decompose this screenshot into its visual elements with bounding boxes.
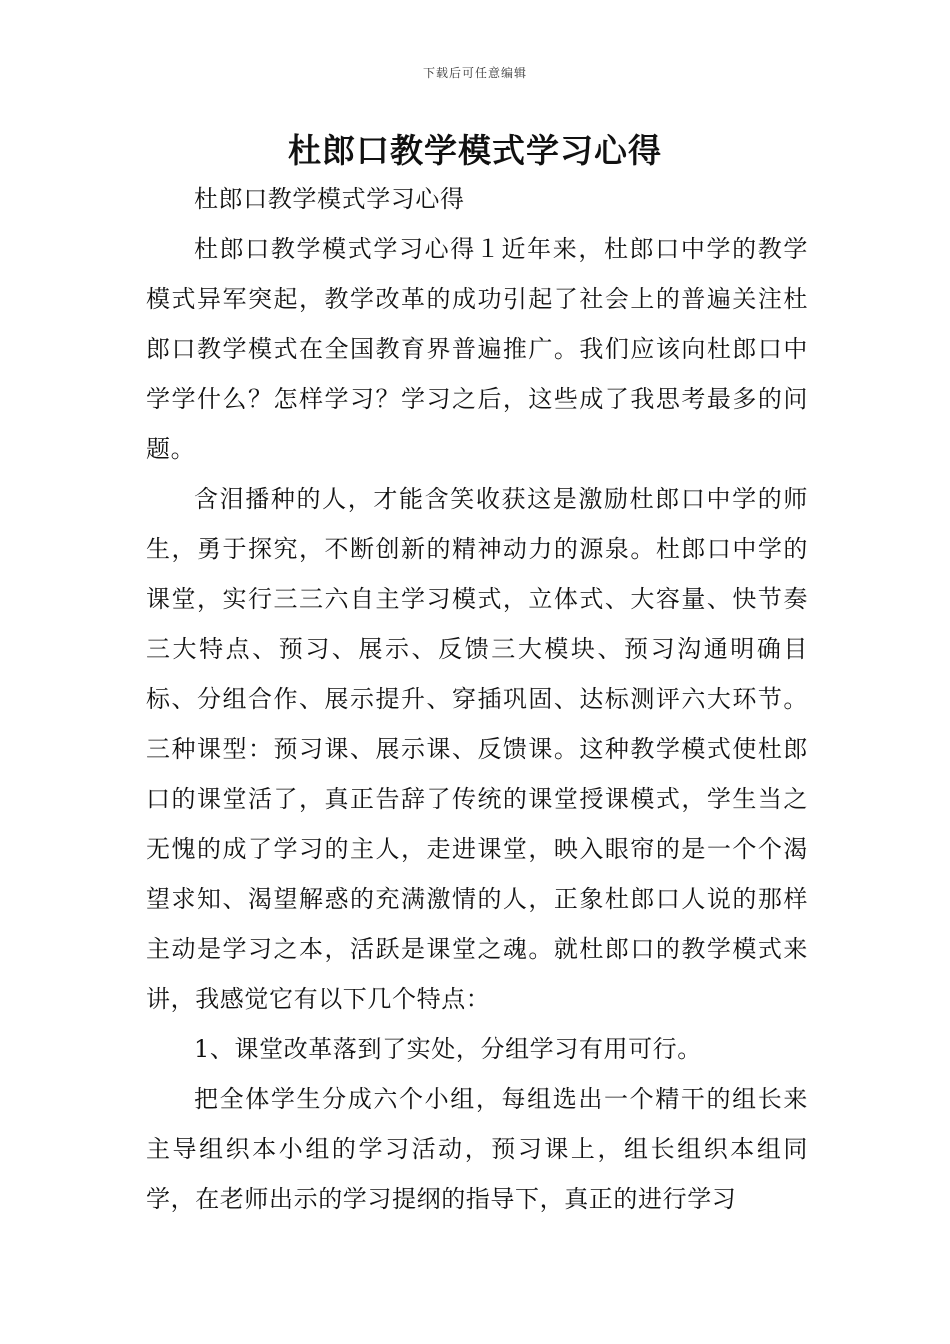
paragraph-intro: 杜郎口教学模式学习心得１近年来，杜郎口中学的教学模式异军突起，教学改革的成功引起了社会上的普遍关注杜郎口教学模式在全国教育界普遍推广。我们应该向杜郎口中学学什么？怎样学习？学习之后，这些成了我思考最多的问题。: [146, 235, 808, 463]
header-note: 下载后可任意编辑: [422, 66, 527, 80]
document-body: [146, 174, 808, 1224]
paragraph-point-1-body: 把全体学生分成六个小组，每组选出一个精干的组长来主导组织本小组的学习活动，预习课上，组长组织本组同学，在老师出示的学习提纲的指导下，真正的进行学习: [146, 1085, 808, 1213]
paragraph-point-1-heading: 1、课堂改革落到了实处，分组学习有用可行。: [194, 1035, 702, 1063]
paragraph-subtitle: 杜郎口教学模式学习心得: [194, 185, 465, 213]
document-title: 杜郎口教学模式学习心得: [288, 131, 662, 170]
paragraph-model-description: 含泪播种的人，才能含笑收获这是激励杜郎口中学的师生，勇于探究，不断创新的精神动力的源泉。杜郎口中学的课堂，实行三三六自主学习模式，立体式、大容量、快节奏三大特点、预习、展示、反馈三大模块、预习沟通明确目标、分组合作、展示提升、穿插巩固、达标测评六大环节。三种课型：预习课、展示课、反馈课。这种教学模式使杜郎口的课堂活了，真正告辞了传统的课堂授课模式，学生当之无愧的成了学习的主人，走进课堂，映入眼帘的是一个个渴望求知、渴望解惑的充满激情的人，正象杜郎口人说的那样主动是学习之本，活跃是课堂之魂。就杜郎口的教学模式来讲，我感觉它有以下几个特点：: [146, 485, 808, 1013]
